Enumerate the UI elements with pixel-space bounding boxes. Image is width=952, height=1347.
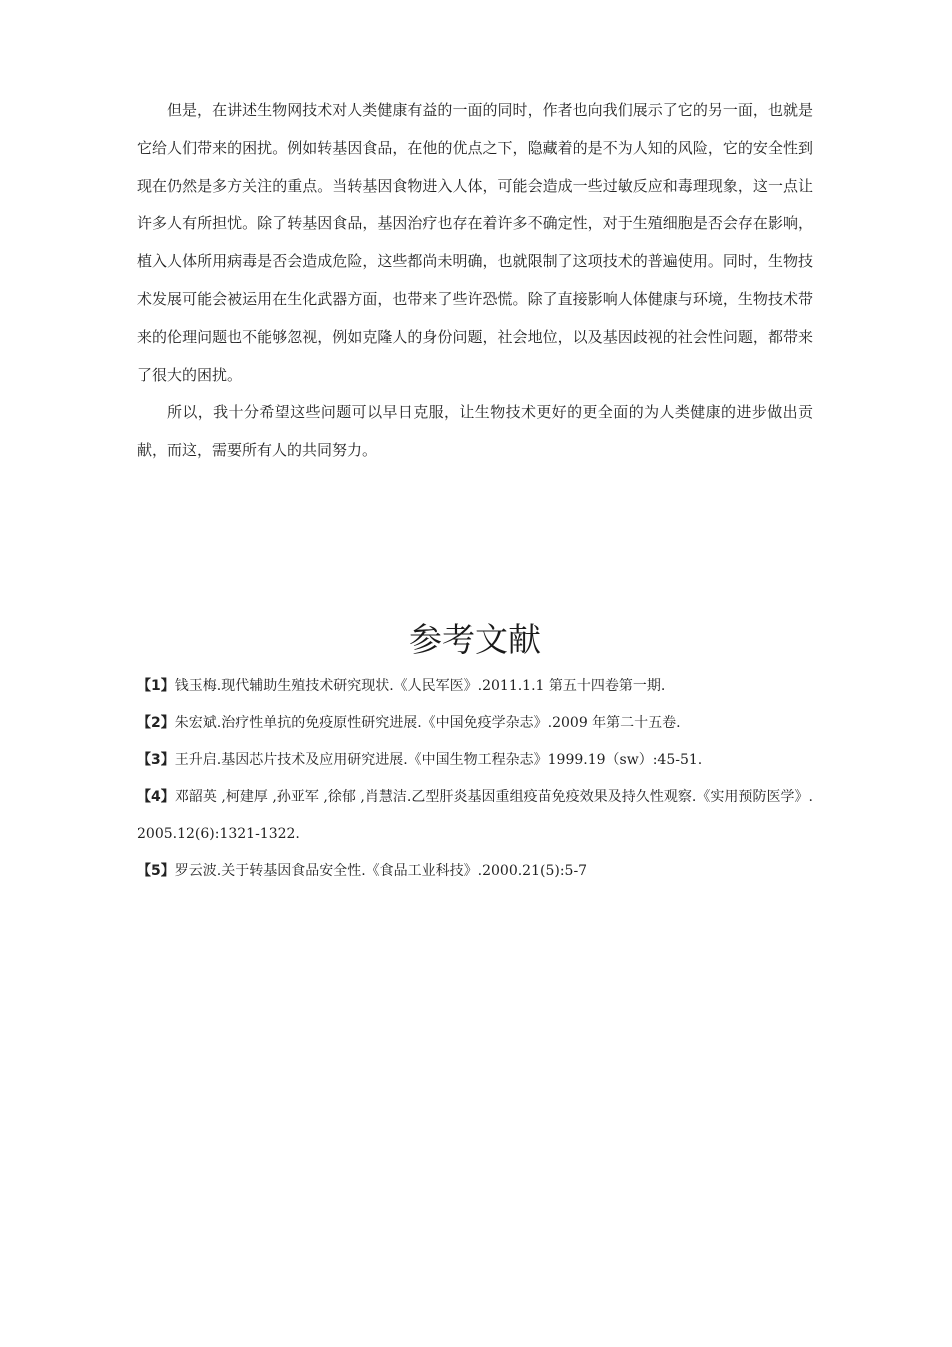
reference-item-2	[137, 705, 813, 742]
reference-item-3	[137, 742, 813, 779]
reference-item-5	[137, 853, 813, 890]
body-paragraph-1: 但是，在讲述生物网技术对人类健康有益的一面的同时，作者也向我们展示了它的另一面，也就是它给人们带来的困扰。例如转基因食品，在他的优点之下，隐藏着的是不为人知的风险，它的安全性到现在仍然是多方关注的重点。当转基因食物进入人体，可能会造成一些过敏反应和毒理现象，这一点让许多人有所担忧。除了转基因食品，基因治疗也存在着许多不确定性，对于生殖细胞是否会存在影响，植入人体所用病毒是否会造成危险，这些都尚未明确，也就限制了这项技术的普遍使用。同时，生物技术发展可能会被运用在生化武器方面，也带来了些许恐慌。除了直接影响人体健康与环境，生物技术带来的伦理问题也不能够忽视，例如克隆人的身份问题，社会地位，以及基因歧视的社会性问题，都带来了很大的困扰。	[137, 101, 813, 384]
reference-number: 【5】	[137, 863, 175, 879]
references-heading: 参考文献	[409, 620, 541, 659]
reference-text: 罗云波.关于转基因食品安全性.《食品工业科技》.2000.21(5):5-7	[174, 863, 588, 879]
reference-item-4	[137, 779, 813, 853]
reference-number: 【4】	[137, 789, 175, 805]
reference-text: 钱玉梅.现代辅助生殖技术研究现状.《人民军医》.2011.1.1 第五十四卷第一期.	[174, 678, 666, 694]
reference-item-1	[137, 668, 813, 705]
reference-list	[137, 668, 813, 890]
reference-number: 【1】	[137, 678, 175, 694]
reference-number: 【2】	[137, 715, 175, 731]
reference-number: 【3】	[137, 752, 175, 768]
reference-text: 王升启.基因芯片技术及应用研究进展.《中国生物工程杂志》1999.19（sw）:45-51.	[174, 752, 703, 768]
essay-body	[137, 92, 813, 470]
body-paragraph-2: 所以，我十分希望这些问题可以早日克服，让生物技术更好的更全面的为人类健康的进步做出贡献，而这，需要所有人的共同努力。	[137, 403, 813, 460]
reference-text: 邓韶英 ,柯建厚 ,孙亚军 ,徐郁 ,肖慧洁.乙型肝炎基因重组疫苗免疫效果及持久性观察.《实用预防医学》.2005.12(6):1321-1322.	[137, 789, 813, 842]
reference-text: 朱宏斌.治疗性单抗的免疫原性研究进展.《中国免疫学杂志》.2009 年第二十五卷.	[174, 715, 681, 731]
